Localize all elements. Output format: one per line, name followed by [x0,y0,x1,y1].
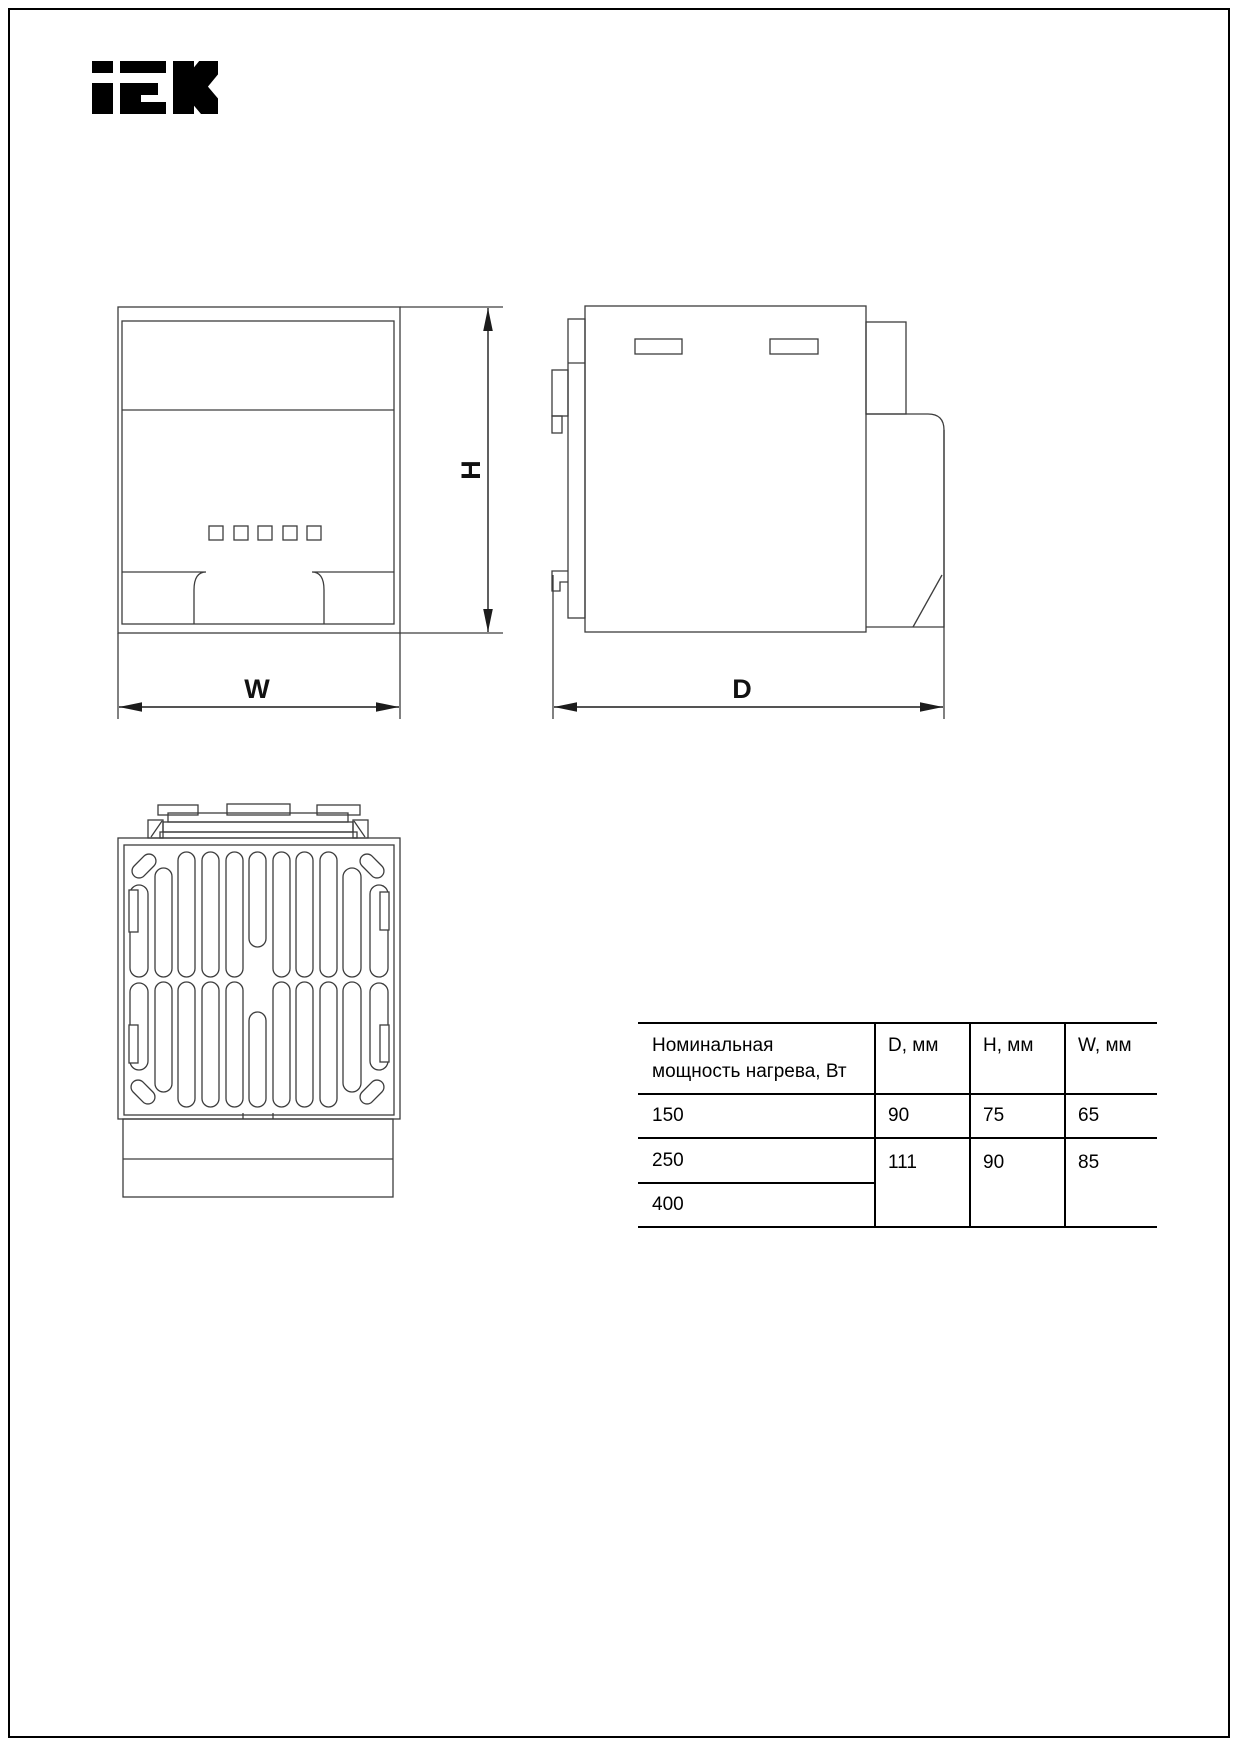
side-din-clip-lower [552,571,568,591]
cell-h-250-400: 90 [970,1138,1065,1227]
side-slot-left [635,339,682,354]
arrowhead-left [119,702,142,712]
side-chamfer-line [913,575,942,627]
side-rear-panel [568,319,585,618]
front-shelf-left [122,572,206,624]
dimension-depth [553,430,944,719]
label-h: H [456,460,486,480]
cell-h-150: 75 [970,1094,1065,1138]
front-view [118,307,400,633]
side-din-clip-notch [552,416,562,433]
arrowhead-right [920,702,943,712]
bottom-view [118,804,400,1197]
header-h: H, мм [970,1023,1065,1094]
table-header-row [638,1023,1157,1094]
grille-inner-box [124,845,394,1115]
label-w: W [244,674,270,704]
cell-w-250-400: 85 [1065,1138,1157,1227]
header-w: W, мм [1065,1023,1157,1094]
arrowhead-left [554,702,577,712]
cell-power-150: 150 [638,1094,875,1138]
front-outer-body [118,307,400,633]
side-grille-part [866,414,944,627]
arrowhead-down [483,609,493,632]
front-inner-panel [122,321,394,624]
header-power-line1: Номинальная [652,1035,774,1056]
side-body [585,306,866,632]
header-power [638,1023,875,1094]
grille-slots-bottom-row [128,982,389,1107]
cell-w-150: 65 [1065,1094,1157,1138]
label-d: D [732,674,752,704]
header-d: D, мм [875,1023,970,1094]
table-row [638,1094,1157,1138]
bottom-pedestal [123,1119,393,1197]
dimension-width [118,633,400,719]
side-top-protrusion [866,322,906,414]
dimensions-table [638,1022,1157,1228]
grille-outer-box [118,838,400,1119]
cell-power-250: 250 [638,1138,875,1183]
table-row [638,1138,1157,1183]
front-shelf-right [312,572,394,624]
cell-d-250-400: 111 [875,1138,970,1227]
side-slot-right [770,339,818,354]
arrowhead-up [483,308,493,331]
cell-d-150: 90 [875,1094,970,1138]
side-din-clip-upper [552,370,568,416]
front-vent-squares [209,526,321,540]
grille-slot-angled [128,1077,158,1107]
arrowhead-right [376,702,399,712]
header-power-line2: мощность нагрева, Вт [652,1061,847,1082]
dimension-height [400,307,503,633]
bottom-top-tabs [148,804,368,838]
side-view [552,306,944,632]
cell-power-400: 400 [638,1183,875,1227]
grille-slots-top-row [129,851,389,977]
